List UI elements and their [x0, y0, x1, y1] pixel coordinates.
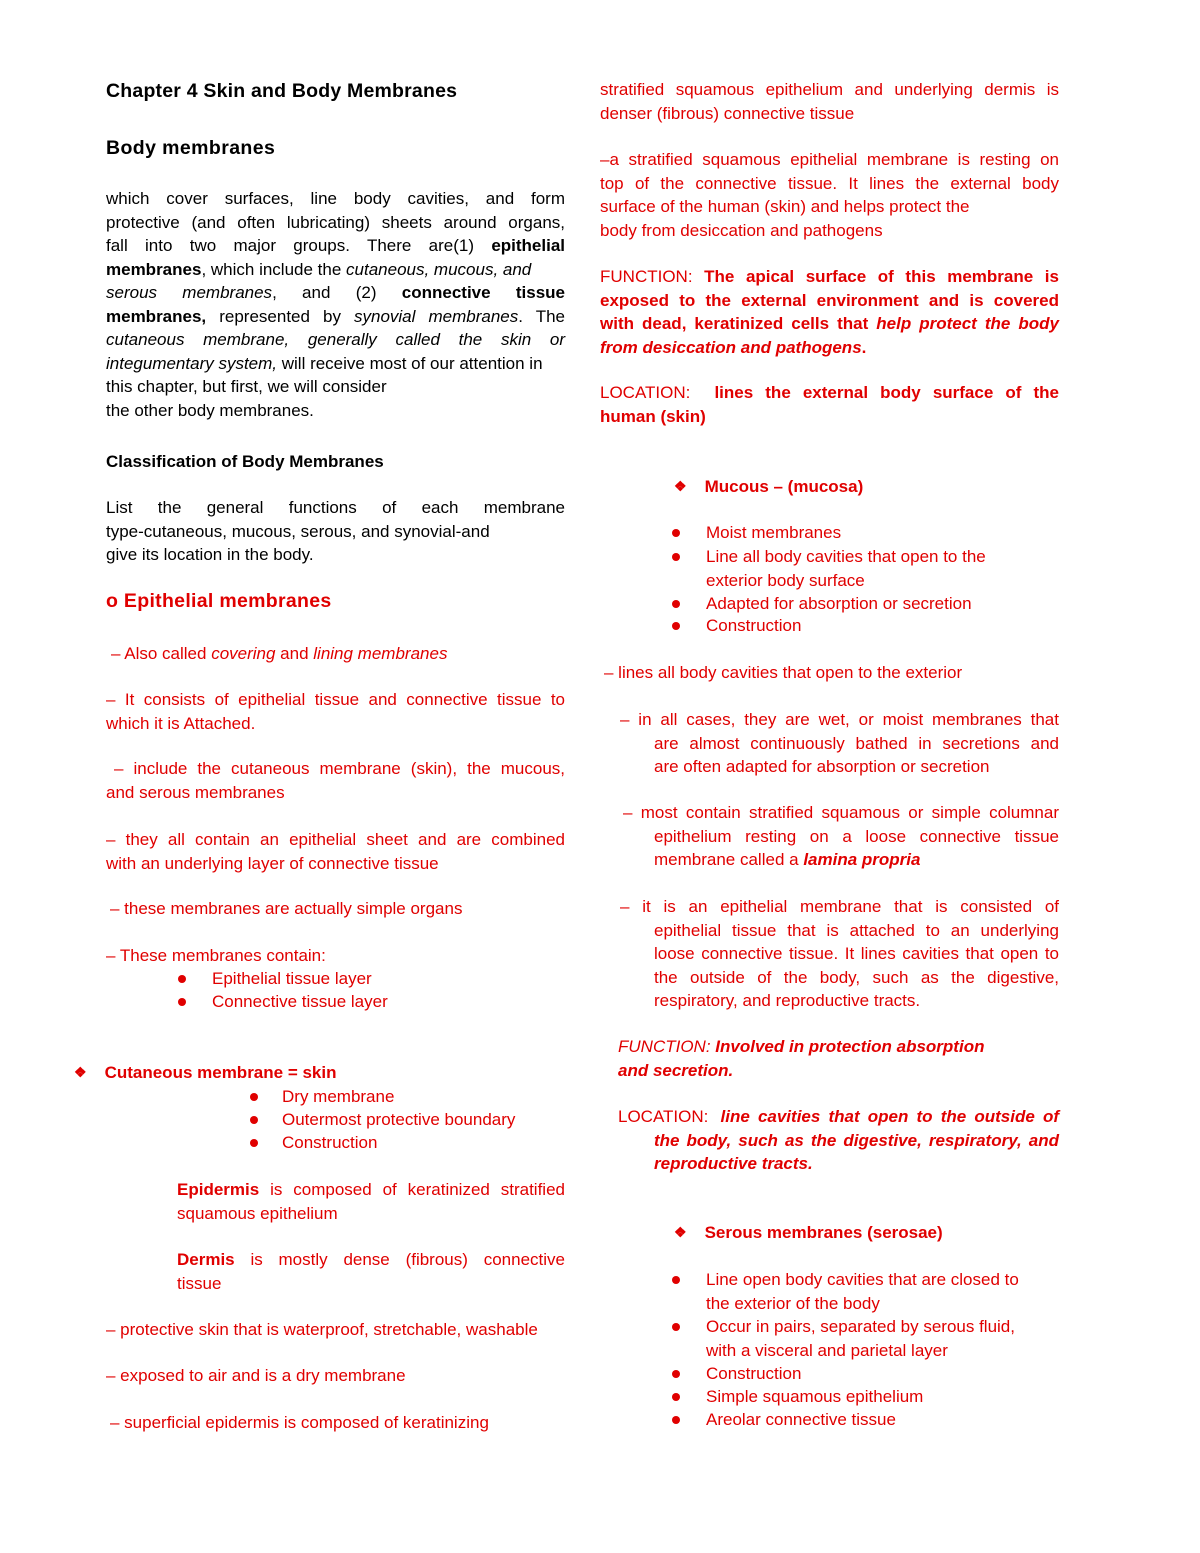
text-italic: covering [211, 644, 276, 663]
simple-organs-line: – these membranes are actually simple organs [110, 899, 463, 918]
list-item-label [706, 1268, 1019, 1315]
line: top of the connective tissue. It lines the external body [600, 173, 1059, 193]
term-bold: Dermis [177, 1250, 235, 1269]
line: surface of the human (skin) and helps protect the [600, 197, 970, 216]
prompt-line: List the general functions of each membrane [106, 498, 565, 517]
line: which it is Attached. [106, 713, 256, 733]
intro-italic: synovial membranes [354, 306, 519, 326]
protective-line: – protective skin that is waterproof, stretchable, washable [106, 1320, 538, 1339]
line: – It consists of epithelial tissue and connective tissue to [106, 690, 565, 709]
all-cases-paragraph [620, 708, 1059, 779]
prompt-line: give its location in the body. [106, 545, 314, 564]
line: loose connective tissue. It lines cavities that open to [654, 944, 1059, 963]
label: FUNCTION: [600, 267, 705, 286]
line: are almost continuously bathed in secretions and [654, 733, 1059, 753]
also-called-line [111, 642, 565, 666]
list-item-label: Construction [706, 616, 802, 635]
list-item [672, 1408, 896, 1432]
intro-bold: membranes [106, 259, 202, 279]
line: with an underlying layer of connective tissue [106, 853, 439, 873]
term-bold-italic: lamina propria [803, 850, 921, 869]
line: – it is an epithelial membrane that is consisted of [620, 897, 1059, 916]
line: – most contain stratified squamous or simple columnar [623, 803, 1059, 822]
most-contain-paragraph [623, 801, 1059, 872]
list-item [178, 967, 372, 991]
line: – in all cases, they are wet, or moist membranes that [620, 710, 1059, 729]
bullet-icon [250, 1093, 258, 1101]
list-item-label: Construction [282, 1133, 378, 1152]
bullet-icon [672, 600, 680, 608]
intro-italic: cutaneous membrane, generally called the skin or [106, 330, 565, 349]
intro-bold: connective tissue [401, 283, 565, 302]
intro-bold: membranes, [106, 306, 207, 326]
line: squamous epithelium [177, 1203, 338, 1223]
label: LOCATION: [618, 1107, 717, 1126]
list-item [672, 521, 841, 545]
classification-heading: Classification of Body Membranes [106, 452, 384, 471]
list-prompt [106, 496, 565, 567]
line: and serous membranes [106, 782, 285, 802]
list-item [672, 614, 801, 638]
line: – they all contain an epithelial sheet and are combined [106, 830, 565, 849]
label-italic: FUNCTION: [618, 1037, 716, 1056]
text-bold: . [861, 337, 867, 357]
text-italic: lining membranes [313, 644, 448, 663]
line: the exterior of the body [706, 1293, 880, 1313]
line: body from desiccation and pathogens [600, 220, 883, 240]
line: epithelium resting on a loose connective tissue [654, 826, 1059, 846]
text-bold: lines the external body surface of the [714, 383, 1059, 402]
bullet-icon [672, 553, 680, 561]
list-item [672, 592, 972, 616]
it-is-paragraph [620, 895, 1059, 1013]
list-item-label: Connective tissue layer [212, 992, 388, 1011]
bullet-icon [672, 1416, 680, 1424]
cutaneous-heading [74, 1061, 337, 1085]
list-item [250, 1085, 394, 1109]
list-item-label: Outermost protective boundary [282, 1110, 516, 1129]
line: human (skin) [600, 406, 706, 426]
serous-heading [674, 1221, 943, 1245]
bullet-icon [672, 529, 680, 537]
intro-line: , and (2) [272, 283, 402, 302]
line: exposed to the external environment and is covered [600, 290, 1059, 310]
bullet-icon [250, 1116, 258, 1124]
text: – Also called [111, 644, 212, 663]
dermis-paragraph [177, 1248, 565, 1295]
bullet-icon [672, 622, 680, 630]
line: –a stratified squamous epithelial membrane is resting on [600, 150, 1059, 169]
intro-line: represented by [206, 306, 354, 326]
section-heading-body-membranes: Body membranes [106, 137, 276, 159]
line: Line open body cavities that are closed to [706, 1270, 1019, 1289]
text-bold-italic: line cavities that open to the outside of [720, 1107, 1059, 1126]
heading-label: Serous membranes (serosae) [704, 1223, 943, 1242]
term-bold: Epidermis [177, 1180, 260, 1199]
diamond-cross-icon: ❖ [74, 1064, 87, 1080]
list-item-label [706, 1315, 1015, 1362]
line: with a visceral and parietal layer [706, 1340, 948, 1360]
stratified-paragraph [600, 148, 1059, 242]
list-item-label: Dry membrane [282, 1087, 395, 1106]
diamond-cross-icon: ❖ [674, 478, 687, 494]
continuation-paragraph [600, 78, 1059, 125]
bullet-icon [672, 1370, 680, 1378]
intro-line: . The [518, 306, 565, 326]
list-item [672, 1315, 1015, 1362]
they-all-paragraph [106, 828, 565, 875]
prompt-line: type-cutaneous, mucous, serous, and synovial-and [106, 521, 490, 541]
line: tissue [177, 1273, 222, 1293]
consists-paragraph [106, 688, 565, 735]
intro-italic: integumentary system, [106, 353, 278, 373]
intro-line: the other body membranes. [106, 400, 314, 420]
line: Line all body cavities that open to the [706, 547, 986, 566]
intro-line: , which include the [201, 259, 347, 279]
diamond-cross-icon: ❖ [674, 1224, 687, 1240]
line: exterior body surface [706, 570, 865, 590]
list-item-label [706, 545, 986, 592]
text-bold-italic: help protect the body [876, 314, 1059, 333]
line: membrane called a [654, 850, 804, 869]
line: reproductive tracts. [654, 1154, 813, 1173]
line: and secretion. [618, 1060, 734, 1080]
line: the outside of the body, such as the digestive, [654, 967, 1059, 987]
list-item-label: Construction [706, 1364, 802, 1383]
intro-line: this chapter, but first, we will consider [106, 377, 387, 396]
line: stratified squamous epithelium and underlying dermis is [600, 80, 1059, 99]
line: epithelial tissue that is attached to an underlying [654, 920, 1059, 940]
line: respiratory, and reproductive tracts. [654, 991, 921, 1010]
intro-italic: serous membranes [106, 283, 273, 302]
list-item [672, 545, 986, 592]
exposed-line: – exposed to air and is a dry membrane [106, 1366, 406, 1385]
label: LOCATION: [600, 383, 703, 402]
bullet-icon [178, 998, 186, 1006]
heading-label: Cutaneous membrane = skin [104, 1063, 337, 1082]
text-bold-italic: Involved in protection absorption [715, 1037, 985, 1056]
bullet-icon [178, 975, 186, 983]
line: Occur in pairs, separated by serous fluid, [706, 1317, 1015, 1336]
line: are often adapted for absorption or secretion [654, 757, 990, 776]
mucous-heading [674, 475, 863, 499]
heading-label: Mucous – (mucosa) [704, 477, 864, 496]
superficial-line: – superficial epidermis is composed of keratinizing [110, 1413, 489, 1432]
line: is mostly dense (fibrous) connective [234, 1250, 565, 1269]
bullet-icon [672, 1323, 680, 1331]
intro-line: will receive most of our attention in [277, 353, 543, 373]
contain-line: – These membranes contain: [106, 946, 326, 965]
intro-line: which cover surfaces, line body cavities, and form [106, 189, 565, 208]
list-item [178, 990, 388, 1014]
list-item [250, 1131, 377, 1155]
location2-paragraph [618, 1105, 1059, 1176]
intro-paragraph [106, 187, 565, 422]
epidermis-paragraph [177, 1178, 565, 1225]
list-item-label: Moist membranes [706, 523, 842, 542]
line: is composed of keratinized stratified [259, 1180, 565, 1199]
function-paragraph [600, 265, 1059, 359]
text-bold-italic: from desiccation and pathogens [600, 337, 862, 357]
line: the body, such as the digestive, respiratory, and [654, 1130, 1059, 1150]
location-paragraph [600, 381, 1059, 428]
text-bold: The apical surface of this membrane is [704, 267, 1059, 286]
intro-line: fall into two major groups. There are(1) [106, 236, 492, 255]
intro-bold: epithelial [491, 236, 565, 255]
line: – include the cutaneous membrane (skin), the mucous, [114, 759, 565, 778]
chapter-title: Chapter 4 Skin and Body Membranes [106, 80, 458, 102]
list-item [672, 1362, 801, 1386]
function2-paragraph [618, 1035, 1059, 1082]
list-item [250, 1108, 515, 1132]
line: denser (fibrous) connective tissue [600, 103, 855, 123]
lines-all-line: – lines all body cavities that open to the exterior [604, 663, 963, 682]
bullet-icon [250, 1139, 258, 1147]
intro-line: protective (and often lubricating) sheets around organs, [106, 212, 565, 232]
text: and [275, 644, 314, 663]
list-item [672, 1268, 1019, 1315]
list-item-label: Epithelial tissue layer [212, 969, 372, 988]
text-bold: with dead, keratinized cells that [600, 314, 877, 333]
bullet-icon [672, 1393, 680, 1401]
list-item [672, 1385, 923, 1409]
list-item-label: Areolar connective tissue [706, 1410, 896, 1429]
epithelial-heading: o Epithelial membranes [106, 590, 332, 612]
intro-italic: cutaneous, mucous, and [346, 259, 532, 279]
include-paragraph [106, 757, 565, 804]
list-item-label: Adapted for absorption or secretion [706, 594, 972, 613]
bullet-icon [672, 1276, 680, 1284]
list-item-label: Simple squamous epithelium [706, 1387, 924, 1406]
